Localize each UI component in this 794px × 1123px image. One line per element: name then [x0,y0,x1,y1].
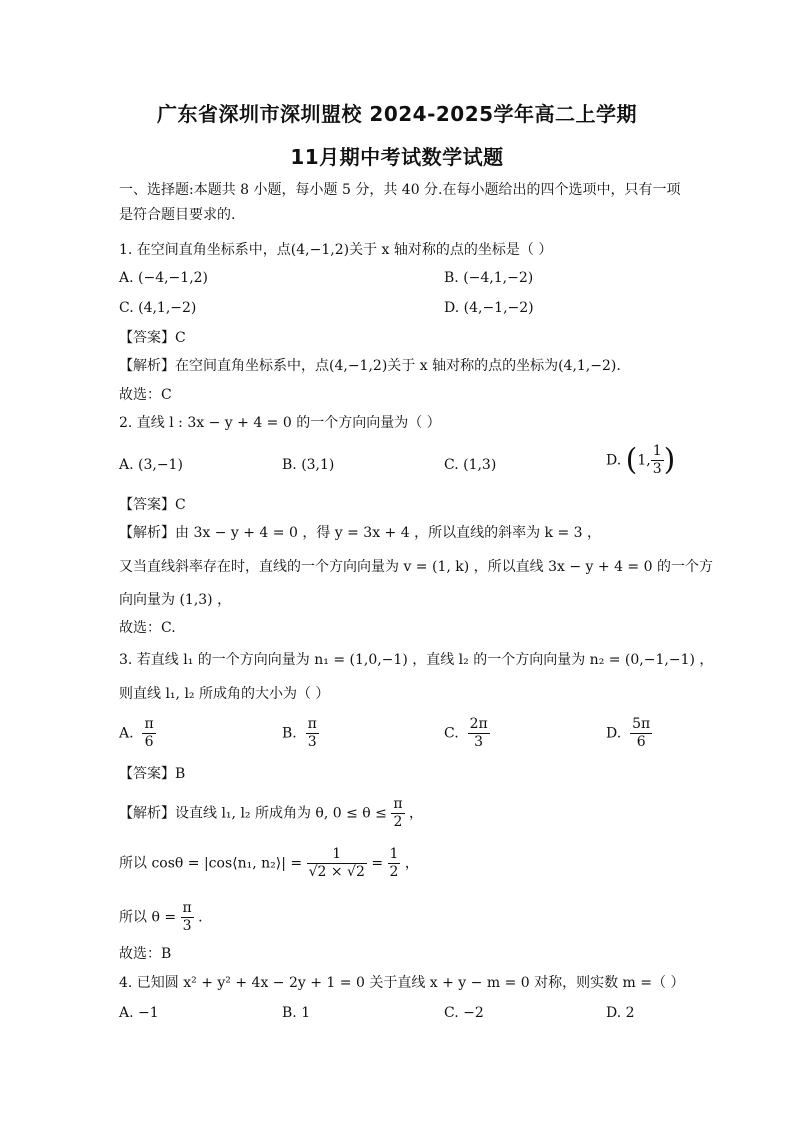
q3-option-b-label: B. [282,725,297,742]
q3-option-b-num: π [307,716,317,732]
q2-stem: 2. 直线 l : 3x − y + 4 = 0 的一个方向向量为（ ） [119,415,441,431]
q3-cos-suffix: ， [404,855,419,872]
q1-option-b: B. (−4,1,−2) [444,270,534,286]
q2-analysis-2: 又当直线斜率存在时，直线的一个方向向量为 v = (1, k) ，所以直线 3x − y + 4 = 0 的一个方 [119,559,713,575]
q2-option-d-prefix: 1, [637,452,651,469]
page-subtitle: 11月期中考试数学试题 [290,145,504,169]
q3-option-d-label: D. [606,725,622,742]
q2-option-d-num: 1 [652,443,662,459]
q3-option-d-num: 5π [632,716,651,732]
q3-cos-frac-num: 1 [307,846,367,864]
q2-analysis-1: 【解析】由 3x − y + 4 = 0 ，得 y = 3x + 4 ，所以直线的斜率为 k = 3 ， [119,525,602,541]
q3-option-a-den: 6 [144,734,154,750]
q3-stem-1: 3. 若直线 l₁ 的一个方向向量为 n₁ = (1,0,−1) ，直线 l₂ 的一个方向向量为 n₂ = (0,−1,−1) ， [119,652,714,668]
q3-analysis-frac-den: 2 [393,814,403,830]
q2-conclusion: 故选：C. [119,620,176,636]
q4-option-d: D. 2 [606,1005,635,1021]
q3-theta-frac-den: 3 [182,918,192,934]
q2-option-d-label: D. [606,452,622,469]
q3-option-c [444,716,490,751]
q3-analysis [119,796,423,831]
q3-option-b-den: 3 [307,734,317,750]
q1-answer: 【答案】C [119,330,186,346]
q3-theta-suffix: . [198,909,203,926]
q3-conclusion: 故选：B [119,946,172,962]
q4-option-c: C. −2 [444,1005,484,1021]
q3-cos-eq: = [371,855,384,872]
q3-analysis-suffix: ， [409,805,424,822]
q3-cos-frac-den: √2 × √2 [308,864,365,880]
q2-answer: 【答案】C [119,497,186,513]
q3-cos-line [119,846,419,881]
q3-analysis-frac-num: π [393,796,403,812]
section-intro: 一、选择题:本题共 8 小题，每小题 5 分，共 40 分.在每小题给出的四个选项中，只有一项 [119,182,681,198]
q4-stem: 4. 已知圆 x² + y² + 4x − 2y + 1 = 0 关于直线 x + y − m = 0 对称，则实数 m =（ ） [119,975,685,991]
section-intro-cont: 是符合题目要求的. [119,207,236,223]
q2-option-b: B. (3,1) [282,457,335,473]
q1-conclusion: 故选：C [119,387,172,403]
q2-analysis-3: 向向量为 (1,3) ， [119,592,232,608]
q3-stem-2: 则直线 l₁, l₂ 所成角的大小为（ ） [119,686,330,702]
page-title: 广东省深圳市深圳盟校 2024-2025学年高二上学期 [156,102,638,126]
q1-option-c: C. (4,1,−2) [119,300,197,316]
q3-analysis-prefix: 【解析】设直线 l₁, l₂ 所成角为 θ, 0 ≤ θ ≤ [119,805,387,822]
q3-theta-frac-num: π [182,900,192,916]
q2-option-c: C. (1,3) [444,457,497,473]
q3-cos-prefix: 所以 cosθ = |cos⟨n₁, n₂⟩| = [119,855,303,872]
q2-option-a: A. (3,−1) [119,457,183,473]
q3-option-a-num: π [144,716,154,732]
q3-option-c-num: 2π [469,716,488,732]
q2-option-d: D. (1, $\frac{1}{3}$ ) [606,442,676,478]
q3-option-d-den: 6 [636,734,646,750]
q4-option-a: A. −1 [119,1005,159,1021]
q3-option-a [119,716,156,751]
q3-option-b [282,716,319,751]
q3-cos-frac2-den: 2 [389,864,399,880]
q3-option-a-label: A. [119,725,134,742]
q1-stem: 1. 在空间直角坐标系中，点(4,−1,2)关于 x 轴对称的点的坐标是（ ） [119,242,553,258]
q3-option-d [606,716,652,751]
q3-option-c-den: 3 [474,734,484,750]
q2-option-d-den: 3 [652,461,662,477]
q3-option-c-label: C. [444,725,459,742]
q3-answer: 【答案】B [119,766,186,782]
q1-analysis: 【解析】在空间直角坐标系中，点(4,−1,2)关于 x 轴对称的点的坐标为(4,1,−2). [119,358,621,374]
q1-option-a: A. (−4,−1,2) [119,270,209,286]
q1-option-d: D. (4,−1,−2) [444,300,534,316]
q4-option-b: B. 1 [282,1005,311,1021]
q3-cos-frac2-num: 1 [389,846,399,862]
q3-theta-prefix: 所以 θ = [119,909,177,926]
q3-theta-line [119,900,203,935]
